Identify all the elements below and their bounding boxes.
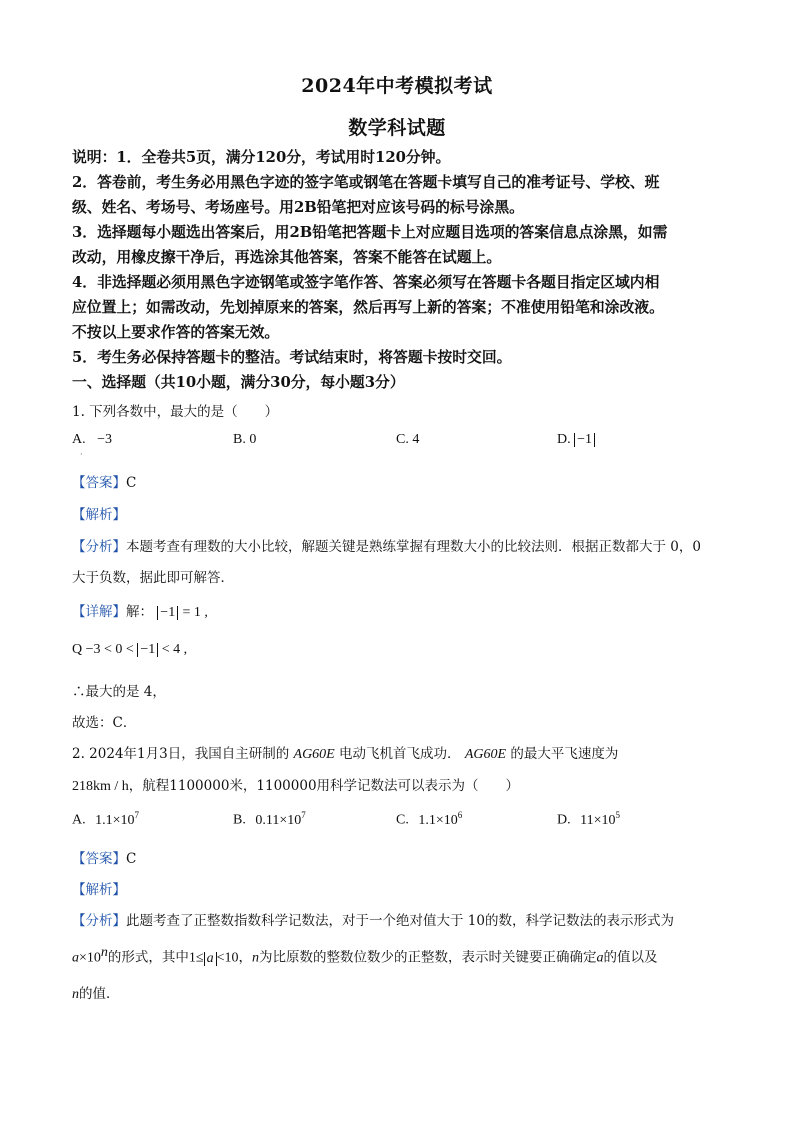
instruction-line-9: 5．考生务必保持答题卡的整洁。考试结束时，将答题卡按时交回。 xyxy=(72,349,512,366)
stray-dot-mark: · xyxy=(80,450,83,459)
instruction-line-8: 不按以上要求作答的答案无效。 xyxy=(72,324,280,341)
q1-option-d: D. −1 xyxy=(557,432,595,448)
q2-option-d: D. $11\times 10^5$ xyxy=(557,810,621,828)
q1-step-conclusion: ∴最大的是 4， xyxy=(72,684,166,700)
q2-option-a: A. $1.1\times 10^7$ xyxy=(72,810,140,828)
q1-stem: 1. 下列各数中，最大的是（ ） xyxy=(72,404,279,420)
q2-stem-line-2: 218km / h，航程1100000米，1100000用科学记数法可以表示为（ ） xyxy=(72,778,520,794)
q1-xiangjie: 【详解】解： −1 = 1 , xyxy=(72,604,208,620)
q1-answer: 【答案】C xyxy=(72,475,137,491)
q1-option-a: A. −3 xyxy=(72,432,113,447)
instruction-line-4: 3．选择题每小题选出答案后，用2B铅笔把答题卡上对应题目选项的答案信息点涂黑，如需 xyxy=(72,224,668,241)
q2-stem-line-1: 2. 2024年1月3日，我国自主研制的 AG60E 电动飞机首飞成功． AG60E 的最大平飞速度为 xyxy=(72,746,619,762)
instruction-line-3: 级、姓名、考场号、考场座号。用2B铅笔把对应该号码的标号涂黑。 xyxy=(72,199,524,216)
q2-option-c: C. $1.1\times 10^6$ xyxy=(396,810,463,828)
instruction-line-5: 改动，用橡皮擦干净后，再选涂其他答案，答案不能答在试题上。 xyxy=(72,249,502,266)
instruction-line-1: 说明：1．全卷共5页，满分120分，考试用时120分钟。 xyxy=(72,149,451,166)
q2-answer: 【答案】C xyxy=(72,851,137,867)
instruction-line-6: 4．非选择题必须用黑色字迹钢笔或签字笔作答、答案必须写在答题卡各题目指定区域内相 xyxy=(72,274,660,291)
page-subtitle: 数学科试题 xyxy=(348,117,446,139)
q2-fenxi-line-1: 【分析】此题考查了正整数指数科学记数法，对于一个绝对值大于 10的数，科学记数法的表示形式为 xyxy=(72,913,674,929)
instruction-line-7: 应位置上；如需改动，先划掉原来的答案，然后再写上新的答案；不准使用铅笔和涂改液。 xyxy=(72,299,664,316)
page-title: 2024年中考模拟考试 xyxy=(301,75,493,97)
q2-fenxi-line-2: $a\times 10^n$的形式，其中1≤ a <10，n为比原数的整数位数少的正整数，表示时关键要正确确定a的值以及 xyxy=(72,945,658,966)
q2-fenxi-line-3: n的值． xyxy=(72,986,120,1002)
q2-jiexi-tag: 【解析】 xyxy=(72,882,126,898)
q1-fenxi-line-1: 【分析】本题考查有理数的大小比较，解题关键是熟练掌握有理数大小的比较法则．根据正数都大于 0，0 xyxy=(72,539,701,555)
instruction-line-2: 2．答卷前，考生务必用黑色字迹的签字笔或钢笔在答题卡填写自己的准考证号、学校、班 xyxy=(72,174,660,191)
q1-fenxi-line-2: 大于负数，据此即可解答． xyxy=(72,570,234,586)
q1-step-choice: 故选：C． xyxy=(72,715,137,731)
q1-jiexi-tag: 【解析】 xyxy=(72,507,126,523)
q1-option-b: B. 0 xyxy=(233,432,257,447)
section-heading: 一、选择题（共10小题，满分30分，每小题3分） xyxy=(72,374,405,391)
q1-option-c: C. 4 xyxy=(396,432,420,447)
q2-option-b: B. $0.11\times 10^7$ xyxy=(233,810,306,828)
q1-step-compare: Q −3 < 0 < −1 < 4 , xyxy=(72,642,188,657)
